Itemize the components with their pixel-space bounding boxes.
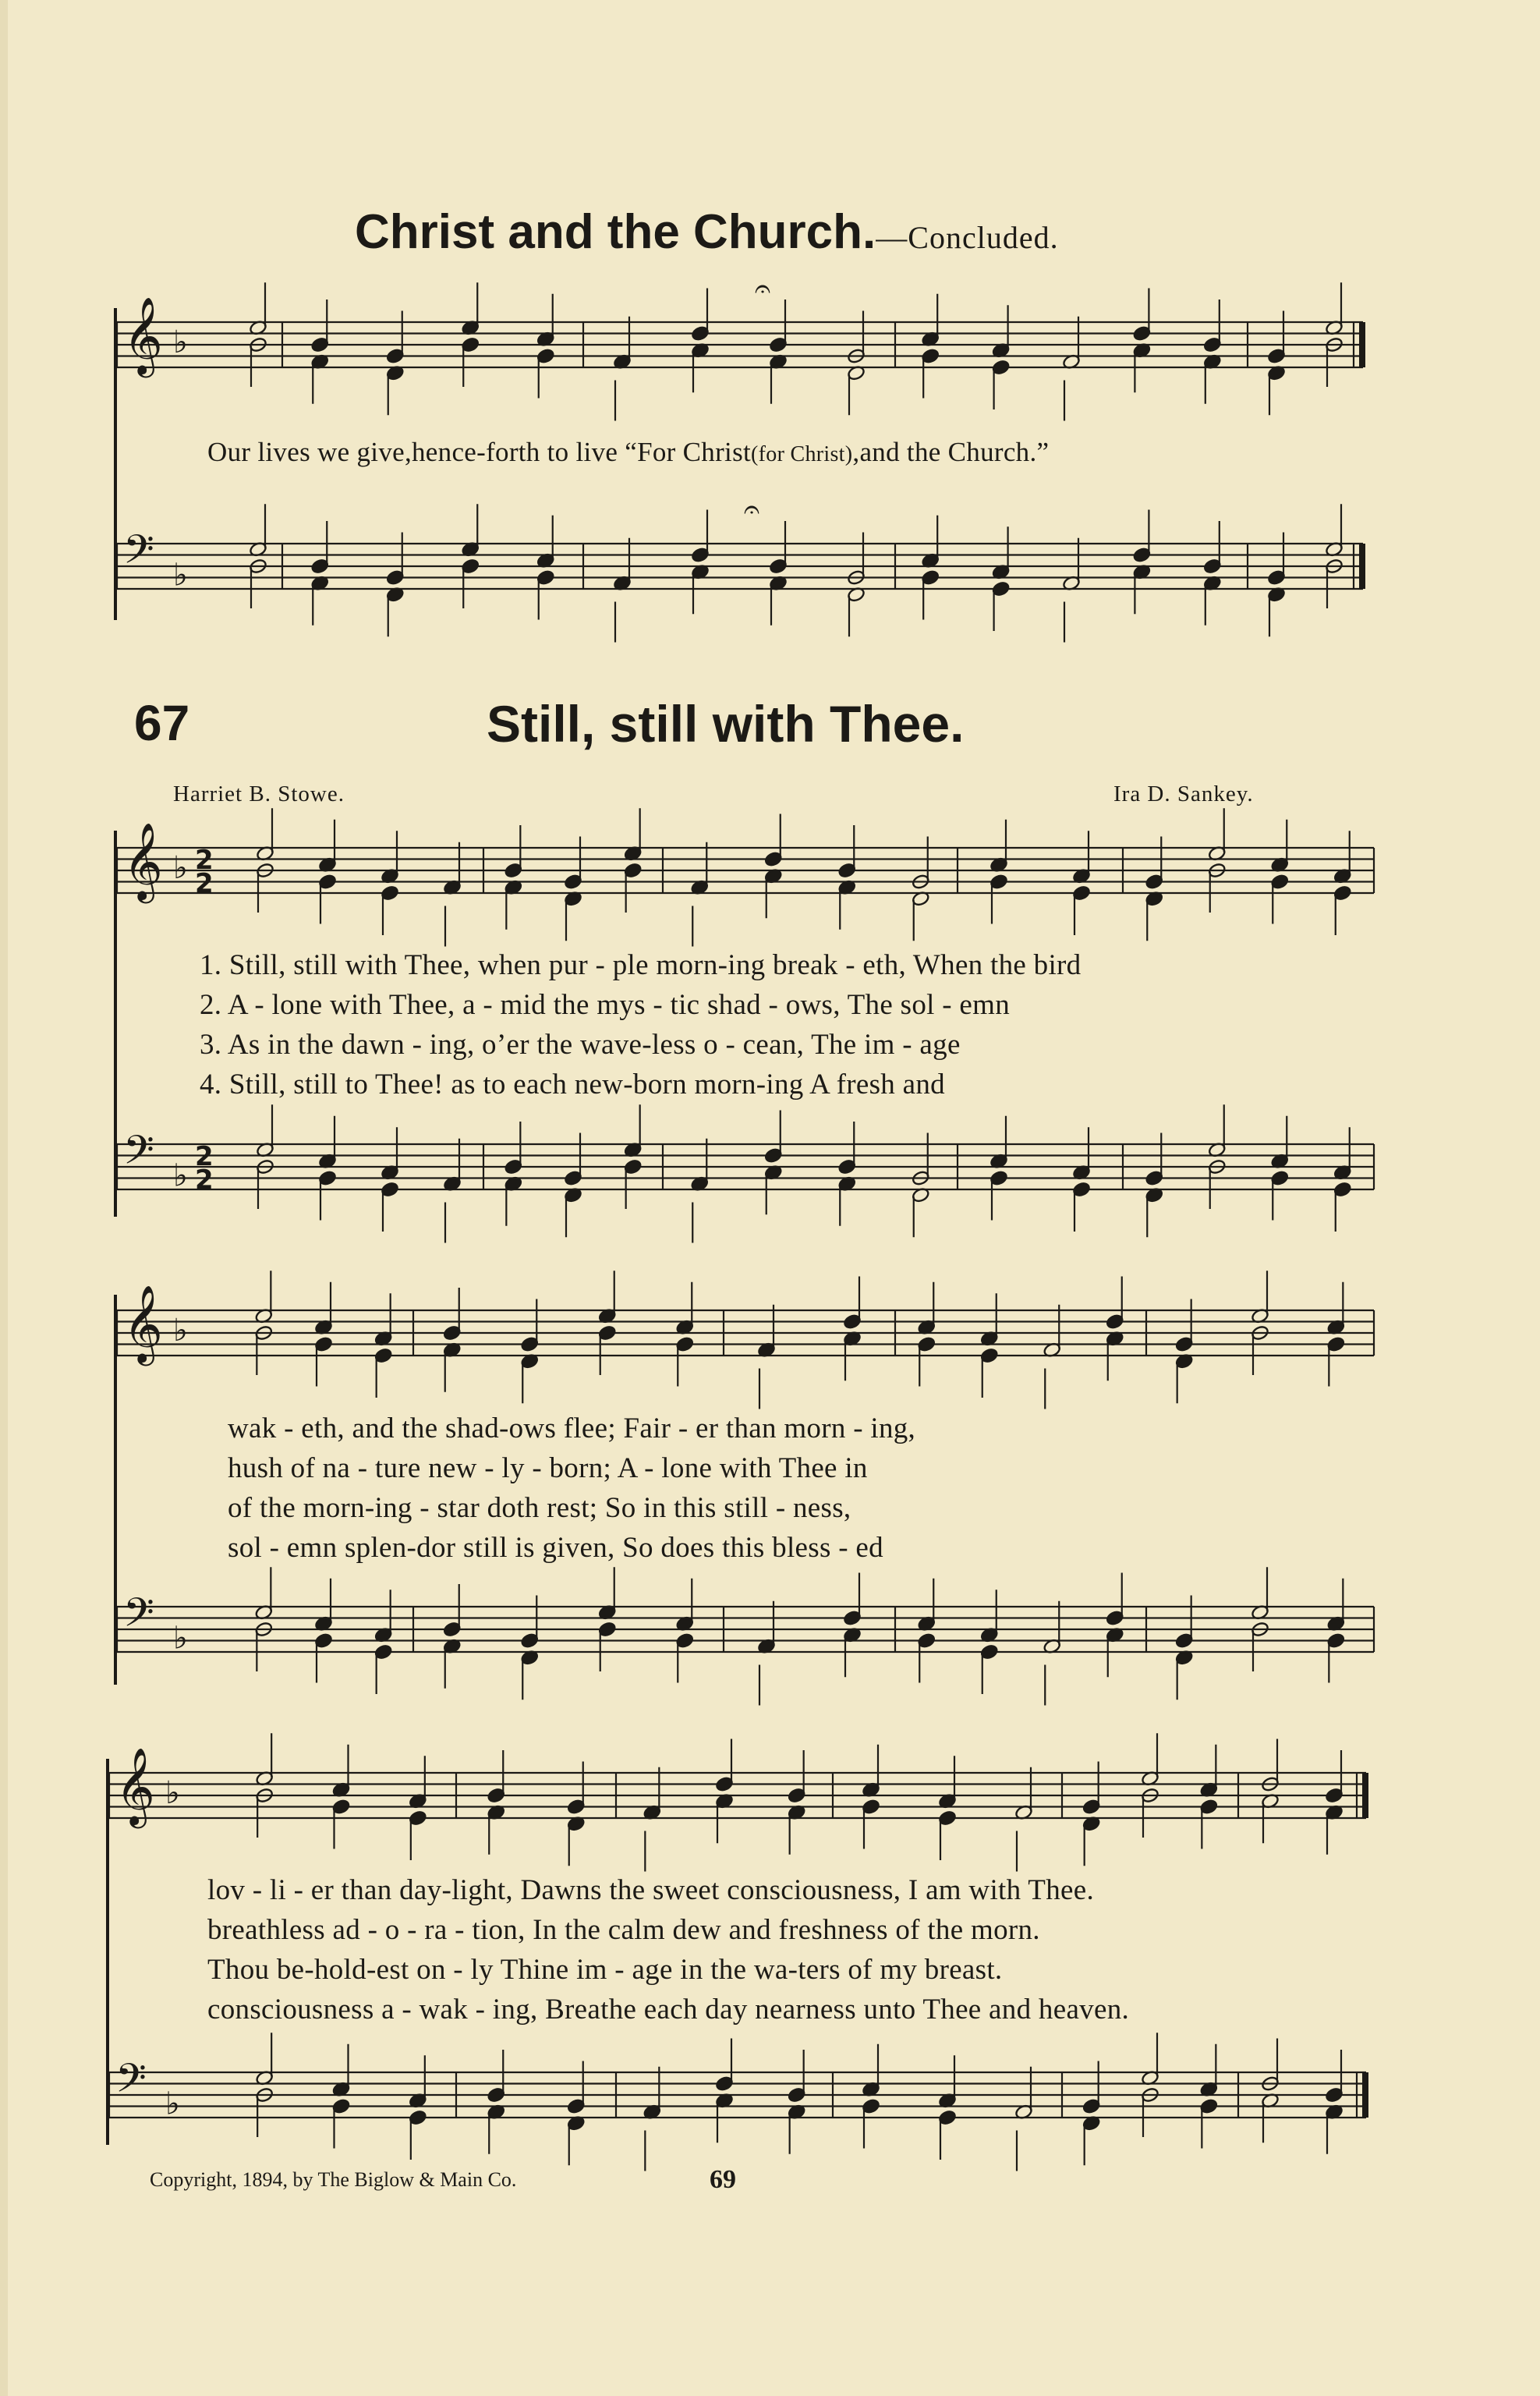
treble-clef-icon: 𝄞: [123, 822, 163, 901]
system2-verse-3: of the morn-ing - star doth rest; So in this still - ness,: [228, 1492, 851, 1524]
bass-clef-icon: 𝄢: [123, 1125, 154, 1183]
flat-sign-icon: ♭: [173, 1313, 188, 1349]
fermata-icon: 𝄐: [755, 273, 771, 305]
prev-hymn-title-suffix: —Concluded.: [876, 220, 1059, 255]
flat-sign-icon: ♭: [173, 557, 188, 594]
system2-verse-1: wak - eth, and the shad-ows flee; Fair - er than morn - ing,: [228, 1412, 916, 1444]
hymn-number: 67: [134, 695, 190, 751]
bass-clef-icon: 𝄢: [123, 525, 154, 583]
system3-treble-staff: [109, 1773, 1368, 1818]
bass-clef-icon: 𝄢: [115, 2054, 147, 2111]
copyright-notice: Copyright, 1894, by The Biglow & Main Co.: [150, 2168, 517, 2191]
prev-treble-staff: [117, 322, 1365, 367]
treble-clef-icon: 𝄞: [115, 1747, 155, 1826]
fermata-icon: 𝄐: [744, 494, 760, 526]
system1-verse-2: 2. A - lone with Thee, a - mid the mys - tic shad - ows, The sol - emn: [200, 989, 1011, 1021]
prev-lyric-small: (for Christ): [751, 442, 853, 466]
flat-sign-icon: ♭: [165, 1775, 180, 1811]
flat-sign-icon: ♭: [173, 850, 188, 886]
prev-bass-staff: [117, 544, 1365, 589]
system2-verse-2: hush of na - ture new - ly - born; A - lone with Thee in: [228, 1452, 868, 1484]
flat-sign-icon: ♭: [173, 324, 188, 360]
system3-verse-1: lov - li - er than day-light, Dawns the sweet consciousness, I am with Thee.: [207, 1874, 1094, 1906]
system3-verse-4: consciousness a - wak - ing, Breathe each day nearness unto Thee and heaven.: [207, 1994, 1130, 2026]
time-signature-bottom: 2: [195, 868, 214, 899]
prev-hymn-title-text: Christ and the Church.: [355, 205, 876, 259]
flat-sign-icon: ♭: [173, 1620, 188, 1657]
system1-verse-3: 3. As in the dawn - ing, o’er the wave-less o - cean, The im - age: [200, 1029, 961, 1061]
time-signature-bottom: 2: [195, 1164, 214, 1196]
hymn-title: Still, still with Thee.: [487, 695, 965, 753]
hymn-author: Harriet B. Stowe.: [173, 782, 345, 806]
page-number: 69: [710, 2165, 736, 2194]
system3-bass-staff: [109, 2072, 1368, 2118]
final-bar-thick: [1362, 2072, 1368, 2118]
time-signature-top: 2: [195, 845, 214, 876]
system1-treble-staff: [117, 848, 1374, 893]
final-bar-thick: [1362, 1773, 1368, 1818]
final-bar-thick: [1359, 322, 1365, 367]
final-bar-thick: [1359, 544, 1365, 589]
system1-verse-4: 4. Still, still to Thee! as to each new-born morn-ing A fresh and: [200, 1069, 945, 1101]
system1-bass-staff: [117, 1144, 1374, 1189]
system3-verse-2: breathless ad - o - ra - tion, In the calm dew and freshness of the morn.: [207, 1914, 1040, 1946]
treble-clef-icon: 𝄞: [123, 296, 163, 375]
system3-verse-3: Thou be-hold-est on - ly Thine im - age in the wa-ters of my breast.: [207, 1954, 1003, 1986]
system1-verse-1: 1. Still, still with Thee, when pur - ple morn-ing break - eth, When the bird: [200, 949, 1082, 981]
flat-sign-icon: ♭: [173, 1157, 188, 1194]
treble-clef-icon: 𝄞: [123, 1285, 163, 1363]
bass-clef-icon: 𝄢: [123, 1588, 154, 1646]
hymn-composer: Ira D. Sankey.: [1113, 782, 1254, 806]
prev-lyric-end: ,and the Church.”: [852, 437, 1050, 467]
flat-sign-icon: ♭: [165, 2086, 180, 2122]
time-signature-top: 2: [195, 1141, 214, 1172]
prev-lyric-main: Our lives we give,hence-forth to live “For Christ: [207, 437, 752, 467]
system2-verse-4: sol - emn splen-dor still is given, So does this bless - ed: [228, 1532, 883, 1564]
